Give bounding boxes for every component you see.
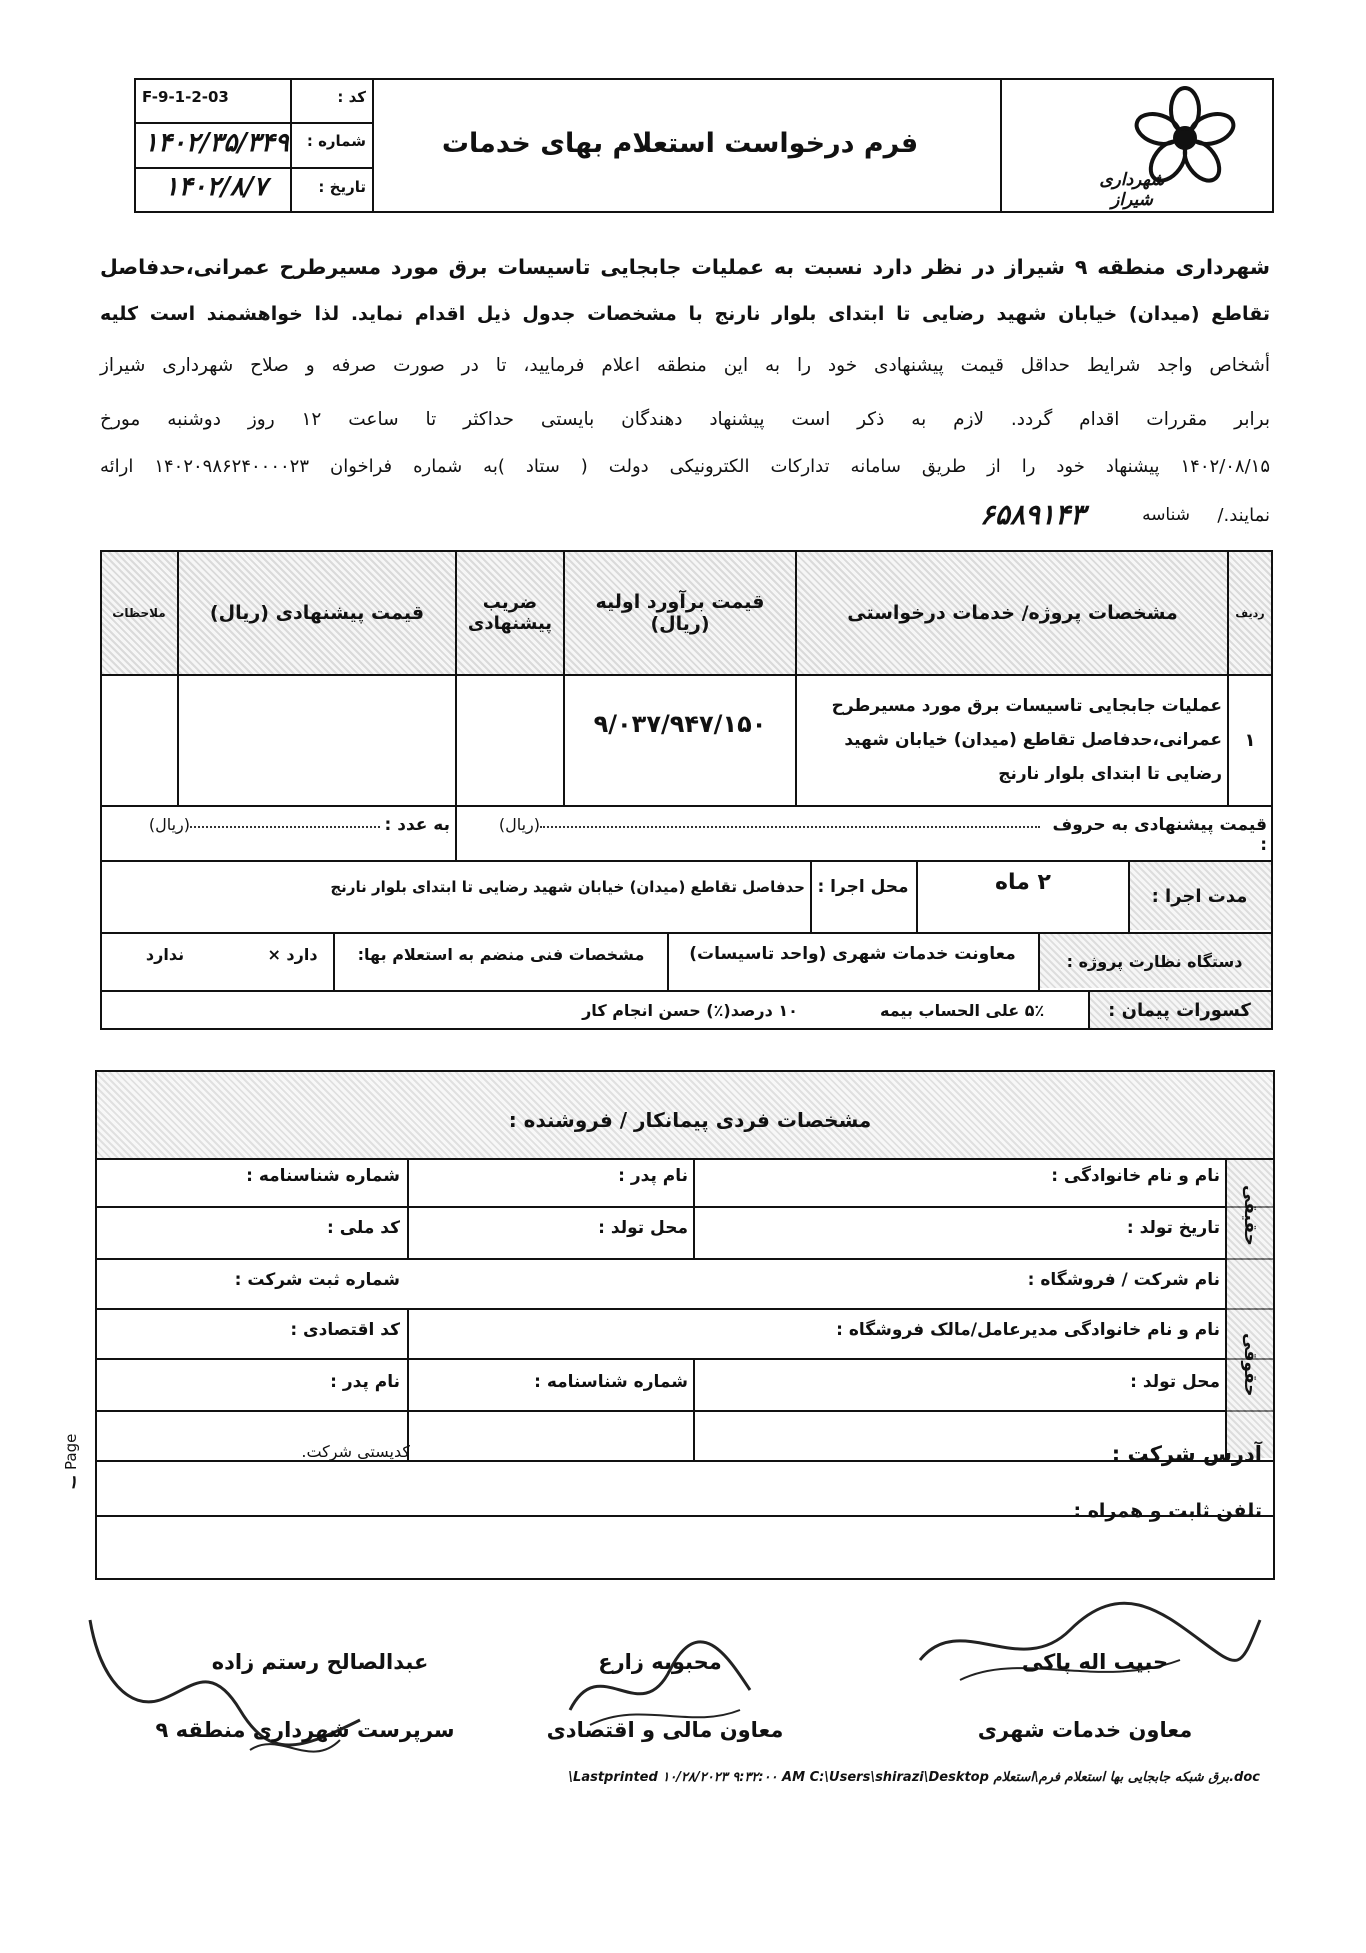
price-digits-unit: (ریال) [148,815,190,834]
supervisor-value: معاونت خدمات شهری (واحد تاسیسات) [689,944,1016,964]
father-name-label: نام پدر : [618,1166,688,1186]
signer-2-name: محبوبه زارع [598,1650,722,1674]
company-reg-label: شماره ثبت شرکت : [234,1270,400,1290]
signer-2-title: معاون مالی و اقتصادی [546,1718,784,1742]
col-header-coefficient: ضریب پیشنهادی [467,592,553,634]
row-spec: عملیات جابجایی تاسیسات برق مورد مسیرطرح عمرانی،حدفاصل تقاطع (میدان) خیابان شهید رضایی تا ابتدای بلوار نارنج [831,696,1222,784]
duration-label: مدت اجرا : [1151,885,1248,907]
phone-label: تلفن ثابت و همراه : [1073,1500,1262,1522]
signer-3-name: عبدالصالح رستم زاده [211,1650,429,1674]
price-digits-field[interactable] [190,826,380,828]
full-name-label: نام و نام خانوادگی : [1051,1166,1220,1186]
birth-place-2-label: محل تولد : [1130,1372,1220,1392]
supervisor-label: دستگاه نظارت پروژه : [1066,951,1243,971]
ref-label: شناسه [1142,505,1190,525]
contractor-title: مشخصات فردی پیمانکار / فروشنده : [508,1108,872,1132]
logo-text: شهرداری شیراز [1099,170,1165,210]
birth-date-label: تاریخ تولد : [1126,1218,1220,1238]
duration-value: ۲ ماه [995,869,1051,895]
price-words-field[interactable] [540,826,1040,828]
page-number: ۱ [68,1472,78,1493]
code-label: کد : [337,88,366,106]
tech-spec-label: مشخصات فنی منضم به استعلام بها: [357,944,645,964]
postal-code-label: کدپستی شرکت. [301,1442,410,1461]
deduction-performance: ۱۰ درصد(٪) حسن انجام کار [582,1000,798,1020]
page-label: Page [62,1433,80,1470]
intro-line-1: شهرداری منطقه ۹ شیراز در نظر دارد نسبت به عملیات جابجایی تاسیسات برق مورد مسیرطرح عمرانی،حدفاصل [100,255,1270,279]
deductions-label: کسورات پیمان : [1108,999,1251,1021]
intro-line-3: أشخاص واجد شرایط حداقل قیمت پیشنهادی خود را به این منطقه اعلام فرمایید، تا در صورت صرفه و صلاح شهرداری شیراز [100,355,1270,376]
date-value: ۱۴۰۲/۸/۷ [164,172,268,202]
legal-person-label: حقوقی [1240,1333,1260,1397]
signature-scribble-3 [70,1600,370,1780]
price-words-label: قیمت پیشنهادی به حروف : [1052,815,1267,855]
row-initial-price: ۹/۰۳۷/۹۴۷/۱۵۰ [593,709,767,738]
number-label: شماره : [306,132,366,150]
signer-1-title: معاون خدمات شهری [977,1718,1193,1742]
col-header-notes: ملاحظات [112,606,166,620]
municipality-logo [1075,82,1265,208]
id-number-label: شماره شناسنامه : [246,1166,400,1186]
ref-value: ۶۵۸۹۱۴۳ [979,498,1086,531]
intro-line-5: ۱۴۰۲/۰۸/۱۵ پیشنهاد خود را از طریق سامانه تدارکات الکترونیکی دولت ( ستاد )به شماره فراخوان ۱۴۰۲۰۹۸۶۲۴۰۰۰۰۲۳ ارائه [100,456,1270,477]
signer-3-title: سرپرست شهرداری منطقه ۹ [155,1718,455,1742]
intro-line-6: نمایند./ [1217,505,1270,526]
price-digits-label: به عدد : [384,815,450,835]
col-header-row: ردیف [1235,606,1265,620]
father-name-2-label: نام پدر : [330,1372,400,1392]
economic-code-label: کد اقتصادی : [290,1320,400,1340]
real-person-label: حقیقی [1240,1184,1260,1246]
col-header-spec: مشخصات پروژه/ خدمات درخواستی [847,602,1178,624]
page-side-label [60,1410,90,1493]
location-value: حدفاصل تقاطع (میدان) خیابان شهید رضایی تا ابتدای بلوار نارنج [330,878,805,896]
tech-spec-has-option[interactable]: دارد × [267,944,318,964]
footer-path: doc.برق شبکه جابجایی بها استعلام فرم\استعلام Lastprinted ۱۰/۲۸/۲۰۲۳ ۹:۳۲:۰۰ AM C:\Users\shirazi\Desktop\ [568,1770,1260,1785]
intro-line-2: تقاطع (میدان) خیابان شهید رضایی تا ابتدای بلوار نارنج با مشخصات جدول ذیل اقدام نماید. لذا خواهشمند است کلیه [100,303,1270,325]
col-header-proposed-price: قیمت پیشنهادی (ریال) [209,602,425,624]
price-words-unit: (ریال) [498,815,540,834]
signature-scribble-1 [900,1590,1270,1700]
national-code-label: کد ملی : [326,1218,400,1238]
row-number: ۱ [1244,729,1256,751]
intro-line-4: برابر مقررات اقدام گردد. لازم به ذکر است پیشنهاد دهندگان بایستی حداکثر تا ساعت ۱۲ روز دوشنبه مورخ [100,409,1270,430]
date-label: تاریخ : [318,178,366,196]
form-code: F-9-1-2-03 [142,88,229,106]
address-label: آدرس شرکت : [1111,1442,1262,1466]
location-label: محل اجرا : [817,877,909,897]
number-value: ۱۴۰۲/۳۵/۳۴۹ [144,128,289,158]
signer-1-name: حبیب اله پاکی [1021,1650,1169,1674]
company-name-label: نام شرکت / فروشگاه : [1027,1270,1220,1290]
id-number-2-label: شماره شناسنامه : [534,1372,688,1392]
birth-place-label: محل تولد : [598,1218,688,1238]
deduction-insurance: ۵٪ علی الحساب بیمه [880,1000,1045,1020]
col-header-initial-price: قیمت برآورد اولیه (ریال) [595,591,765,635]
page-title: فرم درخواست استعلام بهای خدمات [441,128,919,159]
tech-spec-has-not-option[interactable]: ندارد [145,944,185,964]
manager-name-label: نام و نام خانوادگی مدیرعامل/مالک فروشگاه : [836,1320,1220,1340]
